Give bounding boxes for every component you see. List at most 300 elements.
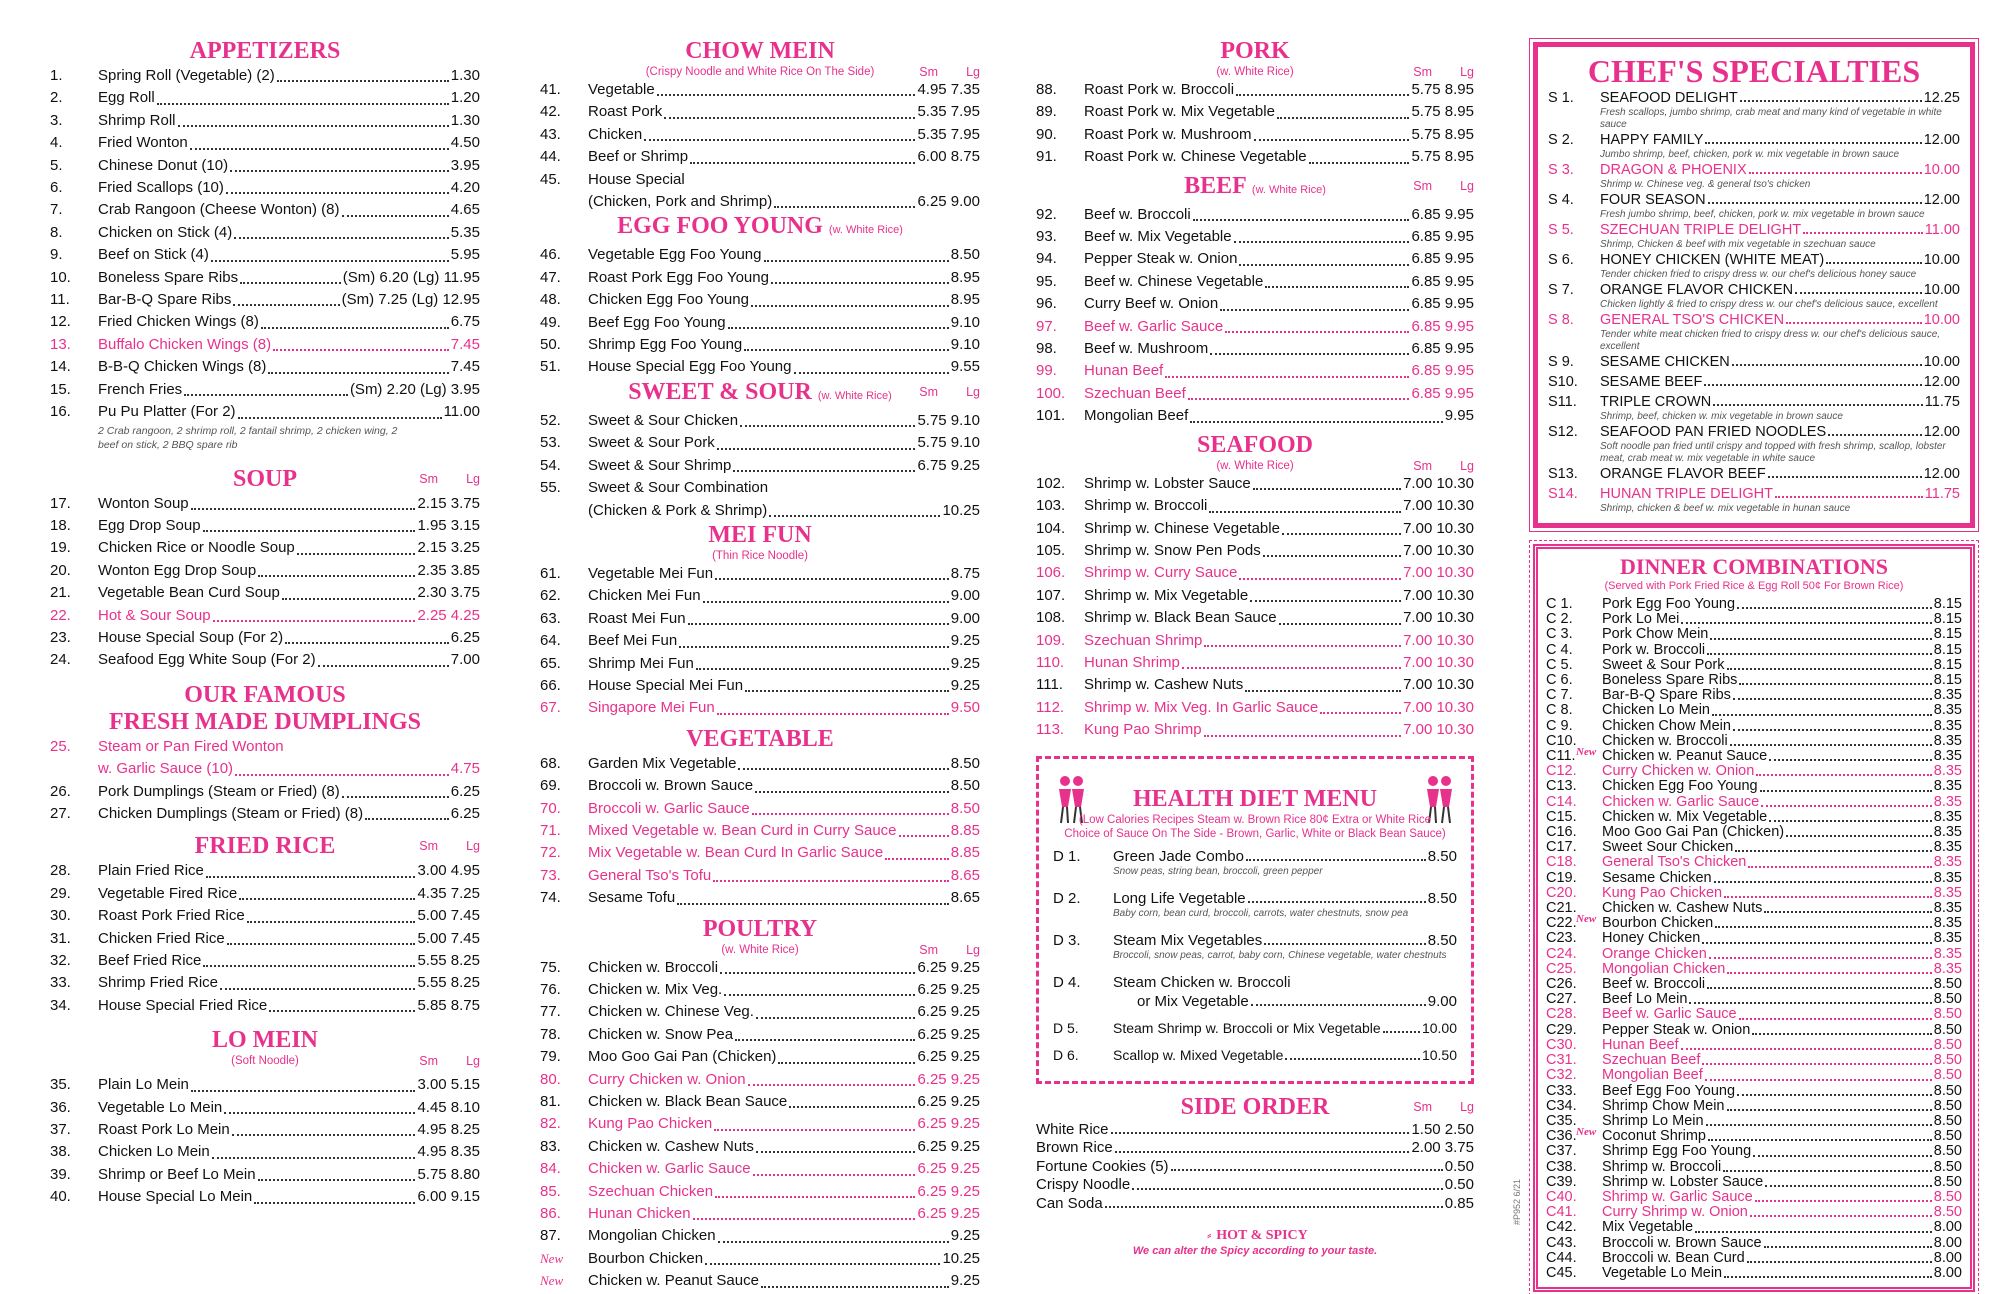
item-name: Shrimp Lo Mein <box>1602 1112 1704 1129</box>
item-number: 15. <box>50 380 71 398</box>
item-name: Sesame Chicken <box>1602 869 1712 886</box>
item-number: 32. <box>50 952 71 969</box>
chef-specialties-box <box>1533 42 1975 528</box>
combo-heading: DINNER COMBINATIONS <box>1620 554 1888 579</box>
menu-item <box>540 79 980 101</box>
item-price: 2.25 4.25 <box>417 606 480 624</box>
item-number: D 6. <box>1053 1046 1079 1063</box>
dot-leader <box>1707 987 1932 989</box>
menu-item <box>1036 518 1474 540</box>
item-number: 49. <box>540 313 561 331</box>
item-number: 99. <box>1036 362 1057 380</box>
item-name: Mix Vegetable <box>1602 1219 1694 1236</box>
menu-item <box>50 995 480 1017</box>
item-number: C21. <box>1546 900 1577 917</box>
item-price: 8.35 <box>1933 824 1962 841</box>
item-name: Vegetable Lo Mein <box>98 1098 223 1116</box>
item-name: Shrimp or Beef Lo Mein <box>98 1165 256 1183</box>
item-number: 85. <box>540 1182 561 1200</box>
item-price: 8.50 <box>1933 1052 1962 1069</box>
dot-leader <box>258 575 415 577</box>
dot-leader <box>899 835 949 837</box>
dot-leader <box>794 372 949 374</box>
item-name: Szechuan Shrimp <box>1084 631 1203 649</box>
dot-leader <box>1764 911 1931 913</box>
pork-sub: (w. White Rice) Sm Lg <box>1216 65 1474 79</box>
item-price: 9.10 <box>950 313 980 331</box>
item-price: 10.00 <box>1923 252 1960 268</box>
item-number: New <box>540 1250 564 1266</box>
item-price: 6.00 9.15 <box>417 1188 480 1206</box>
dot-leader <box>744 349 949 351</box>
item-name: Szechuan Beef <box>1084 384 1186 402</box>
item-name: Roast Pork w. Mushroom <box>1084 125 1252 143</box>
item-price: 8.50 <box>1933 976 1962 993</box>
item-number: 77. <box>540 1003 561 1021</box>
dot-leader <box>1733 698 1932 700</box>
dot-leader <box>677 903 949 905</box>
item-number: C41. <box>1546 1204 1577 1221</box>
item-number: 5. <box>50 156 63 174</box>
item-price: 1.50 2.50 <box>1411 1120 1474 1138</box>
combo-item <box>1546 1236 1962 1251</box>
item-number: S 2. <box>1548 132 1574 148</box>
dot-leader <box>1689 1002 1931 1004</box>
dot-leader <box>178 125 449 127</box>
combo-item <box>1546 977 1962 992</box>
menu-item <box>540 1248 980 1270</box>
dot-leader <box>761 1286 949 1288</box>
dot-leader <box>342 215 449 217</box>
chef-item <box>1548 485 1960 503</box>
item-price: 8.50 <box>1933 1021 1962 1038</box>
item-number: 41. <box>540 81 561 98</box>
item-number: 48. <box>540 291 561 309</box>
menu-item <box>50 493 480 515</box>
dot-leader <box>1704 384 1921 386</box>
dot-leader <box>1115 1151 1410 1153</box>
menu-item <box>50 781 480 803</box>
dot-leader <box>1786 835 1932 837</box>
dot-leader <box>755 791 949 793</box>
item-number: 110. <box>1036 653 1065 671</box>
dot-leader <box>1737 1094 1932 1096</box>
item-number: 95. <box>1036 272 1057 290</box>
combo-item <box>1546 764 1962 779</box>
item-number: S 7. <box>1548 282 1574 298</box>
item-name: Beef Mei Fun <box>588 632 678 650</box>
dot-leader <box>1775 496 1923 498</box>
item-name: Fried Scallops (10) <box>98 179 224 197</box>
dot-leader <box>1277 117 1410 119</box>
dot-leader <box>1765 1185 1932 1187</box>
item-number: 33. <box>50 974 71 992</box>
item-number: S 8. <box>1548 312 1574 328</box>
dumplings-heading-2: FRESH MADE DUMPLINGS <box>108 708 421 735</box>
item-price: 8.15 <box>1933 641 1962 658</box>
menu-item: w. Garlic Sauce (10) 4.75 <box>98 760 480 778</box>
item-name: Chicken Lo Mein <box>1602 702 1710 719</box>
combo-item <box>1546 1160 1962 1175</box>
dot-leader <box>254 1202 415 1204</box>
item-name: Beef Fried Rice <box>98 952 202 969</box>
item-number: 87. <box>540 1227 561 1245</box>
dot-leader <box>1254 139 1410 141</box>
item-number: C19. <box>1546 869 1577 886</box>
item-price: 7.00 10.30 <box>1403 631 1474 649</box>
dot-leader <box>1190 421 1443 423</box>
item-number: 82. <box>540 1115 561 1133</box>
item-number: C33. <box>1546 1082 1577 1099</box>
dot-leader <box>1193 219 1410 221</box>
new-badge: New <box>1576 913 1597 926</box>
dot-leader <box>1769 759 1932 761</box>
item-name: Vegetable Egg Foo Young <box>588 246 762 264</box>
combo-item <box>1546 1023 1962 1038</box>
item-name: Shrimp Egg Foo Young <box>1602 1143 1752 1160</box>
menu-item <box>540 1225 980 1247</box>
item-name: Chicken w. Peanut Sauce <box>1602 748 1768 765</box>
dot-leader <box>885 858 949 860</box>
item-number: C37. <box>1546 1143 1577 1160</box>
item-name: Mix Vegetable w. Bean Curd In Garlic Sauce <box>588 844 884 862</box>
dot-leader <box>1713 404 1923 406</box>
chef-item <box>1548 131 1960 149</box>
combo-item <box>1546 643 1962 658</box>
combo-sub: (Served with Pork Fried Rice & Egg Roll 50¢ For Brown Rice) <box>1604 580 1904 592</box>
item-number: 54. <box>540 456 561 474</box>
item-name: Chicken w. Mix Veg. <box>588 981 723 998</box>
menu-item <box>50 950 480 972</box>
item-name: Shrimp Mei Fun <box>588 654 694 672</box>
item-price: 7.00 10.30 <box>1403 541 1474 559</box>
menu-item <box>50 110 480 132</box>
menu-item <box>540 1181 980 1203</box>
item-number: 107. <box>1036 586 1066 604</box>
menu-item <box>50 972 480 994</box>
item-number: 46. <box>540 246 561 264</box>
dot-leader <box>1702 1063 1931 1065</box>
item-price: 7.00 10.30 <box>1403 586 1474 604</box>
item-description: Fresh jumbo shrimp, beef, chicken, pork w. mix vegetable in brown sauce <box>1600 209 1925 220</box>
dot-leader <box>190 148 449 150</box>
item-price: 5.75 8.95 <box>1411 103 1474 121</box>
dot-leader <box>1171 1169 1443 1171</box>
item-price: 8.50 <box>1933 1082 1962 1099</box>
menu-item <box>1036 652 1474 674</box>
item-price: 2.15 3.75 <box>417 494 480 512</box>
combo-item <box>1546 1266 1962 1281</box>
item-number: 42. <box>540 103 561 121</box>
dot-leader <box>1723 1170 1932 1172</box>
menu-item <box>540 1113 980 1135</box>
dot-leader <box>1282 533 1401 535</box>
item-name: House Special Lo Mein <box>98 1188 253 1206</box>
item-name: Mongolian Chicken <box>1602 960 1726 977</box>
item-price: 8.15 <box>1933 611 1962 628</box>
dot-leader <box>1710 638 1931 640</box>
dot-leader <box>1749 172 1922 174</box>
item-price: 4.95 7.35 <box>917 81 980 98</box>
item-number: 61. <box>540 564 561 582</box>
dot-leader <box>718 1241 949 1243</box>
item-name: Sesame Tofu <box>588 889 676 907</box>
dot-leader <box>644 139 915 141</box>
menu-item <box>50 649 480 671</box>
combo-item <box>1546 1175 1962 1190</box>
dot-leader <box>184 394 348 396</box>
item-name: SEAFOOD DELIGHT <box>1600 90 1738 106</box>
dot-leader <box>1727 1109 1932 1111</box>
item-name: French Fries <box>98 380 183 398</box>
item-price: 8.35 <box>1933 869 1962 886</box>
menu-item <box>50 627 480 649</box>
item-name: DRAGON & PHOENIX <box>1600 162 1747 178</box>
menu-item <box>1036 360 1474 382</box>
item-number: 12. <box>50 313 71 331</box>
combo-item <box>1546 1084 1962 1099</box>
item-price: 10.25 <box>942 1249 980 1267</box>
item-name: Can Soda <box>1036 1194 1103 1212</box>
item-name: Shrimp w. Curry Sauce <box>1084 564 1238 582</box>
item-name: Curry Beef w. Onion <box>1084 295 1219 313</box>
menu-item <box>50 222 480 244</box>
poultry-list <box>540 957 980 1293</box>
menu-item <box>1036 146 1474 168</box>
dot-leader <box>717 448 916 450</box>
combo-item <box>1546 840 1962 855</box>
appetizers-list <box>50 65 480 424</box>
item-name: Fried Wonton <box>98 134 188 152</box>
item-number: S 5. <box>1548 222 1574 238</box>
item-name: SEAFOOD PAN FRIED NOODLES <box>1600 424 1827 440</box>
menu-item <box>1036 101 1474 123</box>
dot-leader <box>191 508 416 510</box>
dot-leader <box>268 372 448 374</box>
item-number: C17. <box>1546 839 1577 856</box>
item-number: C13. <box>1546 778 1577 795</box>
sweet-sour-heading: SWEET & SOUR (w. White Rice) Sm Lg <box>628 378 980 405</box>
item-number: C16. <box>1546 824 1577 841</box>
side-order-heading: SIDE ORDER Sm Lg <box>1180 1093 1474 1120</box>
item-name: Garden Mix Vegetable <box>588 754 737 772</box>
dot-leader <box>690 162 915 164</box>
item-price: 9.25 <box>950 676 980 694</box>
item-name: Chicken Chow Mein <box>1602 717 1731 734</box>
combo-list <box>1546 597 1962 1281</box>
menu-item <box>50 356 480 378</box>
item-name: Sweet & Sour Shrimp <box>588 456 732 474</box>
chef-item <box>1548 281 1960 299</box>
item-number: 90. <box>1036 125 1057 143</box>
item-number: 2. <box>50 89 63 107</box>
health-sub-2: Choice of Sauce On The Side - Brown, Garlic, White or Black Bean Sauce) <box>1064 827 1446 840</box>
item-number: 62. <box>540 587 561 605</box>
dot-leader <box>1707 653 1932 655</box>
dot-leader <box>206 876 416 878</box>
item-name: Beef w. Broccoli <box>1602 976 1706 993</box>
item-price: 8.35 <box>1933 808 1962 825</box>
combo-item <box>1546 1068 1962 1083</box>
item-name: Wonton Soup <box>98 494 189 512</box>
chef-item <box>1548 373 1960 391</box>
item-number: 36. <box>50 1098 71 1116</box>
dot-leader <box>273 349 449 351</box>
item-number: C 2. <box>1546 611 1573 628</box>
item-number: 108. <box>1036 609 1066 627</box>
dot-leader <box>1234 241 1410 243</box>
item-price: 6.85 9.95 <box>1411 362 1474 380</box>
item-number: 97. <box>1036 317 1057 335</box>
item-price: 8.50 <box>1933 1067 1962 1084</box>
menu-item <box>50 199 480 221</box>
dot-leader <box>1383 1031 1420 1033</box>
item-number: 29. <box>50 884 71 902</box>
menu-item <box>50 605 480 627</box>
item-name: Shrimp Fried Rice <box>98 974 219 992</box>
item-description: Broccoli, snow peas, carrot, baby corn, Chinese vegetable, water chestnuts <box>1113 949 1447 961</box>
item-name: Pork Egg Foo Young <box>1602 596 1736 612</box>
item-price: 4.95 8.35 <box>417 1143 480 1161</box>
combo-item <box>1546 962 1962 977</box>
menu-item: 25. Steam or Pan Fired Wonton <box>50 737 284 755</box>
item-name: Roast Pork w. Chinese Vegetable <box>1084 148 1307 166</box>
new-badge: New <box>1576 746 1597 759</box>
item-name: Sweet Sour Chicken <box>1602 839 1734 856</box>
item-price: 5.00 7.45 <box>417 907 480 925</box>
item-number: 96. <box>1036 295 1057 313</box>
item-price: 8.35 <box>1933 717 1962 734</box>
item-name: Buffalo Chicken Wings (8) <box>98 335 272 353</box>
item-description: Fresh scallops, jumbo shrimp, crab meat and many kind of vegetable in white sauce <box>1600 107 1942 130</box>
dot-leader <box>1706 1124 1932 1126</box>
item-name: Chicken Rice or Noodle Soup <box>98 539 295 557</box>
item-name: White Rice <box>1036 1120 1109 1138</box>
item-price: 2.35 3.85 <box>417 561 480 579</box>
dot-leader <box>1263 555 1401 557</box>
menu-item <box>540 697 980 719</box>
item-price: 6.25 9.25 <box>917 1093 980 1111</box>
menu-item <box>540 1046 980 1068</box>
dot-leader <box>1182 667 1401 669</box>
menu-item <box>1036 124 1474 146</box>
item-number: 44. <box>540 148 561 166</box>
item-name: Curry Shrimp w. Onion <box>1602 1204 1748 1221</box>
item-price: 9.95 <box>1444 407 1474 425</box>
item-price: 7.00 10.30 <box>1403 721 1474 739</box>
item-number: C20. <box>1546 884 1577 901</box>
item-price: 8.35 <box>1933 915 1962 932</box>
item-price: 6.25 9.25 <box>917 1160 980 1178</box>
menu-item <box>540 124 980 146</box>
item-number: C 7. <box>1546 687 1573 704</box>
menu-item <box>1036 271 1474 293</box>
dot-leader <box>664 117 915 119</box>
item-number: 72. <box>540 844 561 862</box>
item-name: Shrimp w. Broccoli <box>1084 497 1208 515</box>
item-name: Shrimp w. Garlic Sauce <box>1602 1188 1753 1205</box>
item-name: Fried Chicken Wings (8) <box>98 313 259 331</box>
item-price: 9.00 <box>950 587 980 605</box>
item-name: Vegetable Fired Rice <box>98 884 238 902</box>
dot-leader <box>213 620 416 622</box>
item-price: 8.50 <box>1933 1112 1962 1129</box>
dot-leader <box>220 988 415 990</box>
combo-item <box>1546 855 1962 870</box>
item-price: 6.25 <box>450 782 480 800</box>
dot-leader <box>1165 376 1409 378</box>
menu-item <box>540 585 980 607</box>
item-name: Honey Chicken <box>1602 930 1701 947</box>
item-price: 8.35 <box>1933 763 1962 780</box>
item-price: 8.50 <box>950 777 980 795</box>
item-name: Hunan Beef <box>1084 362 1164 380</box>
item-name: Kung Pao Chicken <box>588 1115 713 1133</box>
item-price: 2.15 3.25 <box>417 539 480 557</box>
item-number: 83. <box>540 1137 561 1155</box>
item-price: 9.50 <box>950 699 980 717</box>
fried-rice-heading: FRIED RICE Sm Lg <box>194 833 480 860</box>
item-name: Beef or Shrimp <box>588 148 689 166</box>
menu-item <box>1036 316 1474 338</box>
menu-item <box>540 455 980 477</box>
chef-heading: CHEF'S SPECIALTIES <box>1587 53 1921 89</box>
menu-item <box>540 979 980 1001</box>
item-name: Broccoli w. Bean Curd <box>1602 1249 1745 1266</box>
item-price: 1.30 <box>450 111 480 129</box>
item-number: S12. <box>1548 424 1578 440</box>
menu-item: (Chicken & Pork & Shrimp) 10.25 <box>588 501 980 519</box>
item-name: Egg Roll <box>98 89 155 107</box>
item-price: (Sm) 2.20 (Lg) 3.95 <box>349 380 480 398</box>
item-price: 11.00 <box>1924 222 1960 238</box>
item-number: 79. <box>540 1048 561 1066</box>
item-name: Roast Pork w. Mix Vegetable <box>1084 103 1275 121</box>
dot-leader <box>212 1157 416 1159</box>
chef-item <box>1548 251 1960 269</box>
menu-item <box>540 957 980 979</box>
item-price: 8.50 <box>1933 1036 1962 1053</box>
dot-leader <box>724 994 915 996</box>
dinner-combinations-box <box>1533 544 1975 1292</box>
item-name: Orange Chicken <box>1602 945 1707 962</box>
item-name: Chicken w. Garlic Sauce <box>1602 793 1760 810</box>
item-price: 8.65 <box>950 866 980 884</box>
item-price: 2.00 3.75 <box>1411 1139 1474 1157</box>
dot-leader <box>247 921 416 923</box>
dot-leader <box>1220 309 1409 311</box>
item-price: 8.00 <box>1933 1249 1962 1266</box>
item-price: 8.50 <box>1933 1173 1962 1190</box>
item-price: 4.45 8.10 <box>417 1098 480 1116</box>
menu-item: (Chicken, Pork and Shrimp) 6.25 9.00 <box>588 193 980 211</box>
item-number: 40. <box>50 1188 71 1206</box>
item-name: Beef on Stick (4) <box>98 246 209 264</box>
dot-leader <box>232 1134 416 1136</box>
health-list <box>1053 847 1457 962</box>
dot-leader <box>1225 331 1409 333</box>
item-name: Hunan Beef <box>1602 1036 1679 1053</box>
item-name: Pork w. Broccoli <box>1602 641 1706 658</box>
dot-leader <box>1681 622 1931 624</box>
item-number: C40. <box>1546 1188 1577 1205</box>
item-name: Beef w. Mushroom <box>1084 340 1209 358</box>
item-name: GENERAL TSO'S CHICKEN <box>1600 312 1785 328</box>
item-price: 8.50 <box>1933 1006 1962 1023</box>
item-number: 34. <box>50 996 71 1014</box>
item-price: 9.25 <box>950 632 980 650</box>
dot-leader <box>240 282 341 284</box>
